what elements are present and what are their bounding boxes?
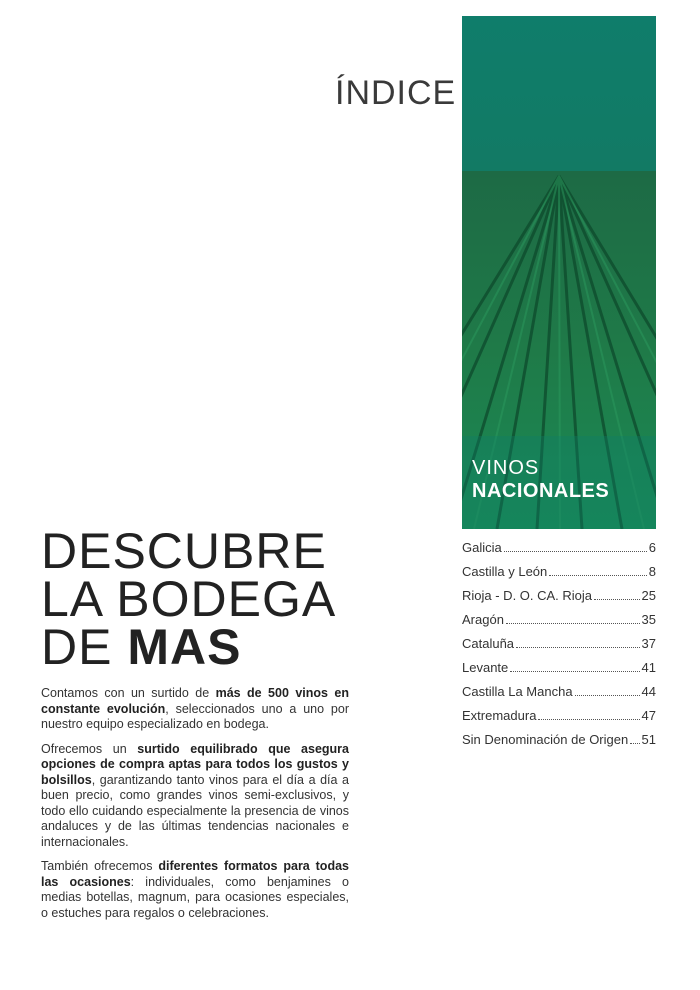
vineyard-image [462,16,656,529]
toc-item-sin-denominacion[interactable] [462,732,656,756]
paragraph-emphasis: surtido equilibrado que asegura opciones de compra aptas para todos los gustos y bolsillos [41,741,349,787]
headline-line3-bold: MAS [127,619,242,675]
toc-page: 44 [641,684,656,699]
headline-line3 [41,619,336,675]
toc-page: 8 [648,564,656,579]
toc-item-extremadura[interactable] [462,708,656,732]
panel-title-line2: NACIONALES [472,480,610,502]
table-of-contents [462,540,656,756]
paragraph-text: Ofrecemos un [41,741,138,756]
paragraph-text: , garantizando tanto vinos para el día a día a buen precio, como grandes vinos semi-exclusivos, y todo ello cuidando especialmente la presencia de vinos andaluces y de las últimas tendencias nacionales e internacionales. [41,772,349,849]
paragraph-1 [41,686,349,733]
toc-leader [594,599,639,600]
toc-item-aragon[interactable] [462,612,656,636]
toc-page: 37 [641,636,656,651]
toc-label: Levante [462,660,509,675]
index-title: ÍNDICE [335,74,457,112]
toc-page: 47 [641,708,656,723]
toc-page: 25 [641,588,656,603]
paragraph-text: Contamos con un surtido de [41,686,216,700]
toc-page: 35 [641,612,656,627]
toc-label: Aragón [462,612,504,627]
paragraph-text: : individuales, como benjamines o medias botellas, magnum, para ocasiones especiales, o estuches para regalos o celebraciones. [41,874,349,920]
headline-line1: DESCUBRE [41,523,327,579]
toc-item-cataluna[interactable] [462,636,656,660]
toc-leader [510,671,639,672]
paragraph-emphasis: más de 500 vinos en constante evolución [41,686,349,716]
toc-label: Galicia [462,540,502,555]
toc-item-galicia[interactable] [462,540,656,564]
toc-leader [549,575,646,576]
panel-title-line1: VINOS [472,457,540,479]
paragraph-3 [41,859,349,921]
paragraph-emphasis: diferentes formatos para todas las ocasiones [41,859,349,889]
toc-leader [538,719,639,720]
toc-label: Extremadura [462,708,537,723]
toc-leader [630,743,639,744]
toc-label: Castilla y León [462,564,548,579]
toc-page: 51 [641,732,656,747]
body-text [41,686,349,930]
toc-label: Rioja - D. O. CA. Rioja [462,588,593,603]
toc-leader [506,623,640,624]
headline [41,523,337,675]
toc-label: Cataluña [462,636,515,651]
headline-line3-prefix: DE [41,619,128,675]
toc-page: 41 [641,660,656,675]
toc-leader [575,695,640,696]
toc-label: Sin Denominación de Origen [462,732,629,747]
headline-line2: LA BODEGA [41,571,337,627]
paragraph-text: También ofrecemos [41,859,159,873]
toc-item-levante[interactable] [462,660,656,684]
toc-item-castilla-la-mancha[interactable] [462,684,656,708]
toc-item-rioja[interactable] [462,588,656,612]
paragraph-text: , seleccionados uno a uno por nuestro equipo especializado en bodega. [41,701,349,731]
toc-label: Castilla La Mancha [462,684,573,699]
toc-leader [504,551,647,552]
section-panel [462,16,656,529]
toc-item-castilla-y-leon[interactable] [462,564,656,588]
toc-leader [516,647,639,648]
paragraph-2 [41,742,349,851]
toc-page: 6 [648,540,656,555]
